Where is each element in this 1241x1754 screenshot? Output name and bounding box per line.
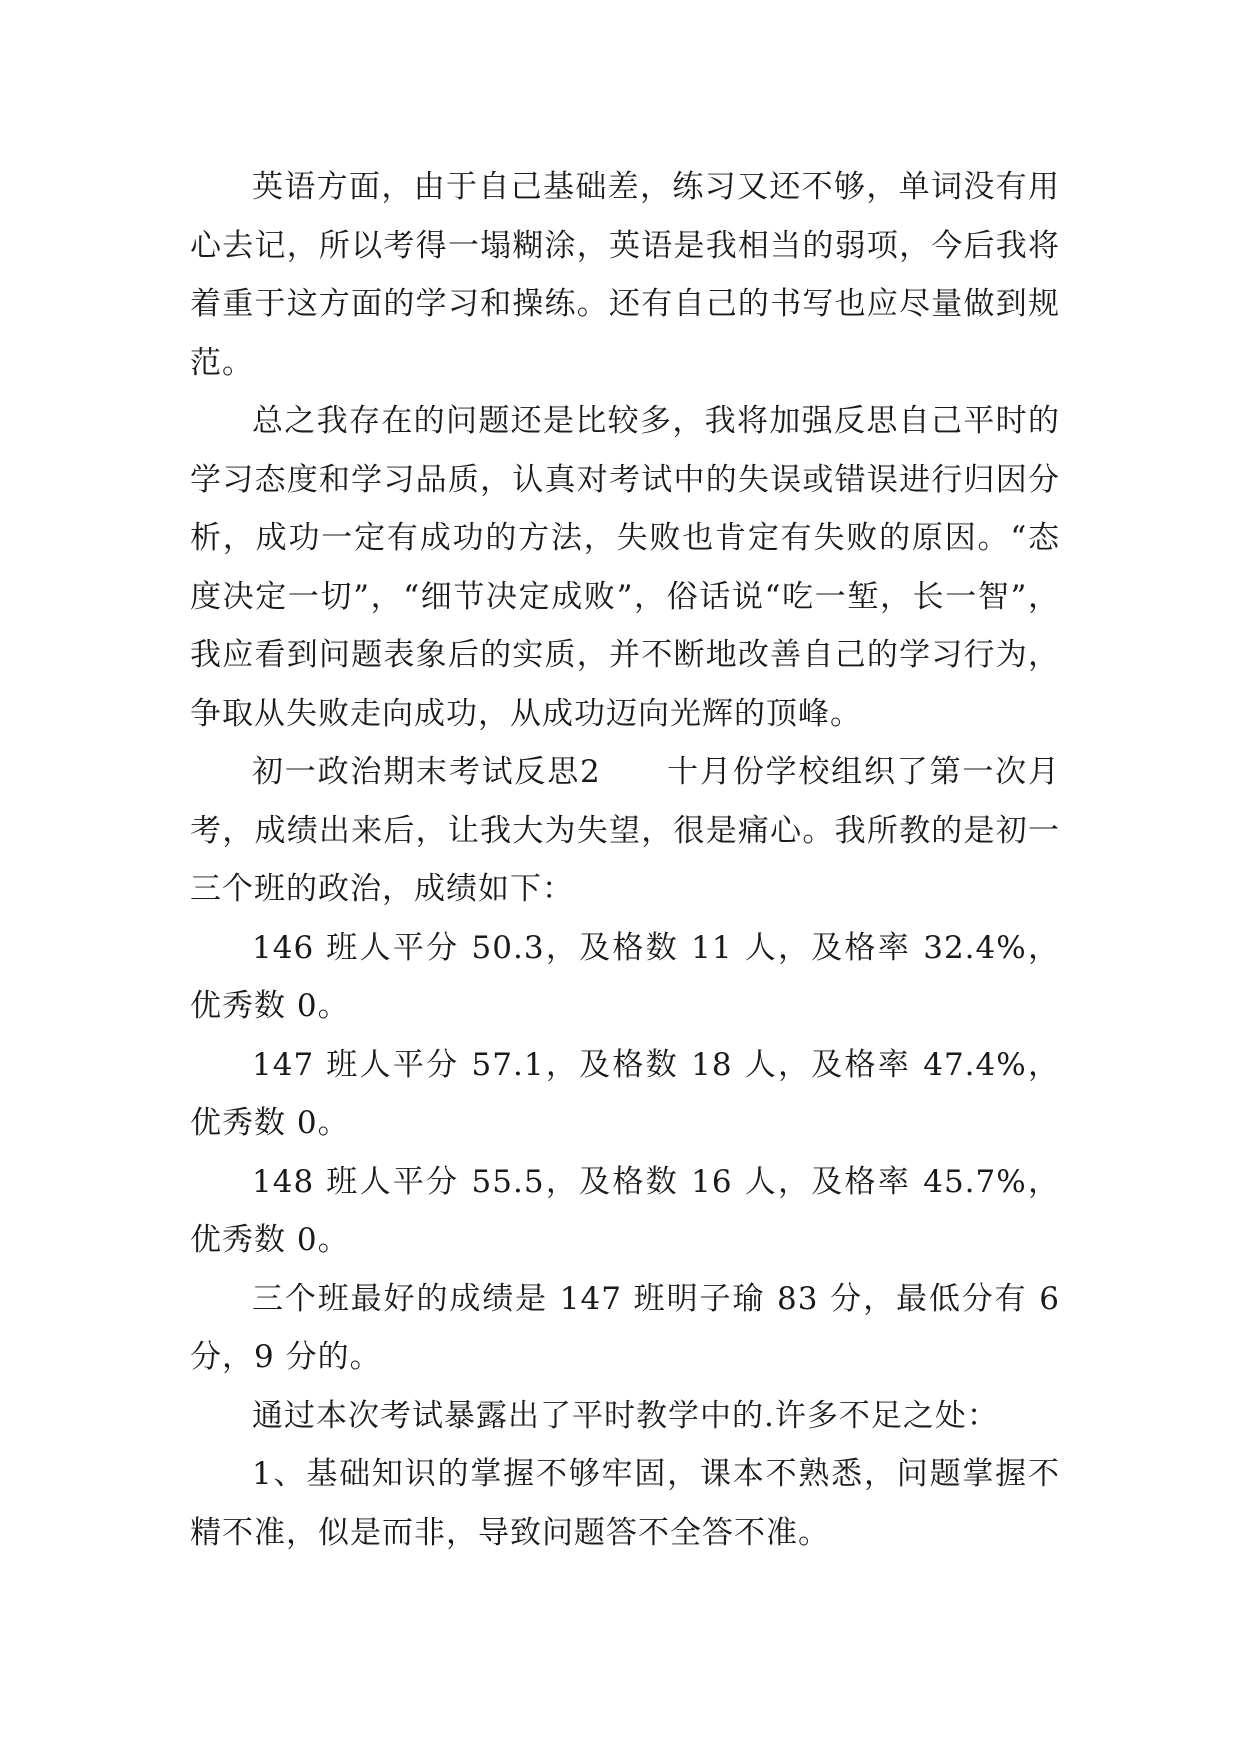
paragraph-shortcomings: 通过本次考试暴露出了平时教学中的.许多不足之处： bbox=[252, 1397, 999, 1434]
paragraph-class-147: 147 班人平分 57.1，及格数 18 人，及格率 47.4%，优秀数 0。 bbox=[190, 1046, 1060, 1141]
paragraph-class-148: 148 班人平分 55.5，及格数 16 人，及格率 45.7%，优秀数 0。 bbox=[190, 1163, 1060, 1258]
paragraph-english: 英语方面，由于自己基础差，练习又还不够，单词没有用心去记，所以考得一塌糊涂，英语是我相当的弱项，今后我将着重于这方面的学习和操练。还有自己的书写也应尽量做到规范。 bbox=[190, 169, 1060, 381]
paragraph-class-146: 146 班人平分 50.3，及格数 11 人，及格率 32.4%，优秀数 0。 bbox=[190, 929, 1060, 1024]
paragraph-point-1: 1、基础知识的掌握不够牢固，课本不熟悉，问题掌握不精不准，似是而非，导致问题答不全答不准。 bbox=[190, 1456, 1060, 1551]
document-body bbox=[190, 158, 1060, 1562]
paragraph-reflection-intro: 初一政治期末考试反思2 十月份学校组织了第一次月考，成绩出来后，让我大为失望，很是痛心。我所教的是初一三个班的政治，成绩如下： bbox=[190, 754, 1060, 907]
paragraph-summary: 总之我存在的问题还是比较多，我将加强反思自己平时的学习态度和学习品质，认真对考试中的失误或错误进行归因分析，成功一定有成功的方法，失败也肯定有失败的原因。“态度决定一切”，“细节决定成败”，俗话说“吃一堑，长一智”，我应看到问题表象后的实质，并不断地改善自己的学习行为，争取从失败走向成功，从成功迈向光辉的顶峰。 bbox=[190, 403, 1060, 732]
paragraph-best-score: 三个班最好的成绩是 147 班明子瑜 83 分，最低分有 6 分，9 分的。 bbox=[190, 1280, 1060, 1375]
